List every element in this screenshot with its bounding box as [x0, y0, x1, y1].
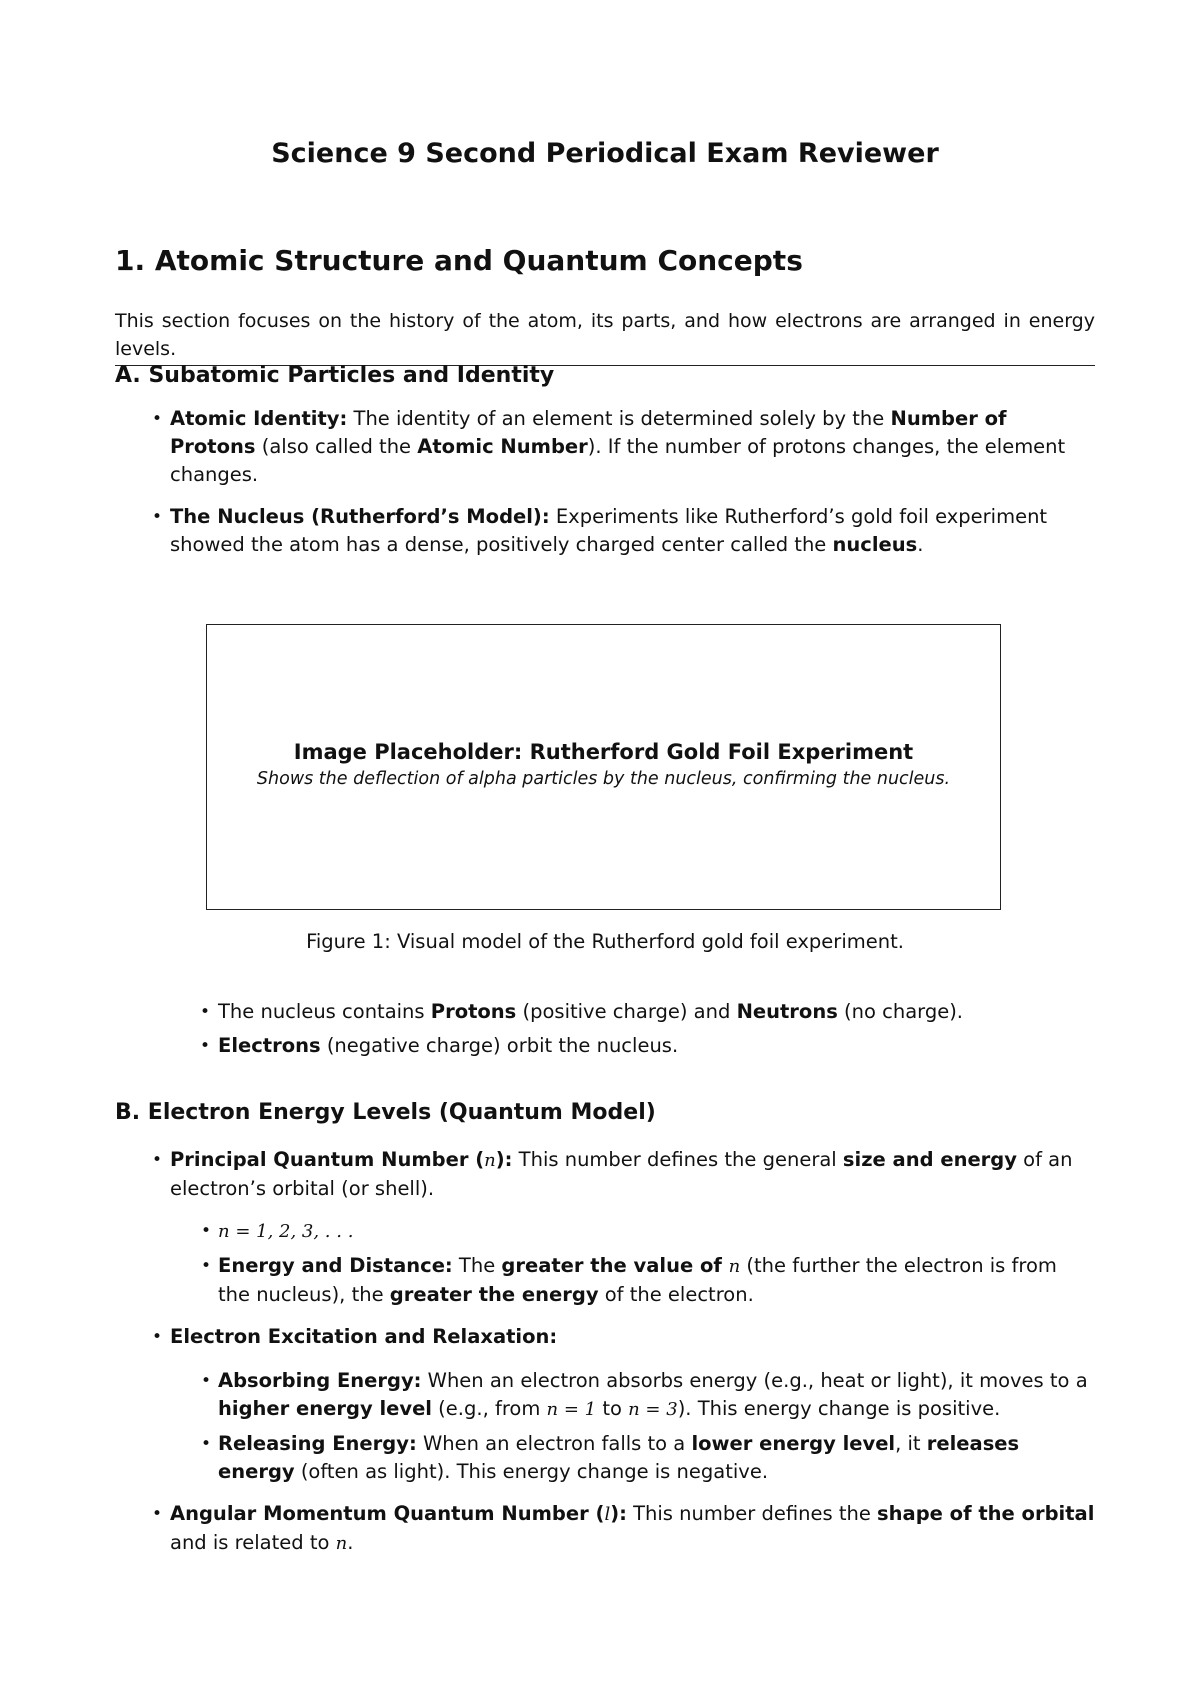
figure-placeholder-title: Image Placeholder: Rutherford Gold Foil Experiment	[293, 740, 914, 764]
subatomic-list	[115, 405, 1095, 559]
energy-levels-list	[115, 1146, 1095, 1558]
list-item-atomic-identity: • Atomic Identity: The identity of an element is determined solely by the Number of Protons (also called the Atomic Number). If the number of protons changes, the element changes.	[115, 405, 1095, 489]
sublist-item-absorbing-energy: • Absorbing Energy: When an electron absorbs energy (e.g., heat or light), it moves to a higher energy level (e.g., from n = 1 to n = 3). This energy change is positive.	[170, 1367, 1095, 1424]
list-item-excitation: • Electron Excitation and Relaxation: • Absorbing Energy: When an electron absorbs energy (e.g., heat or light), it moves to a higher energy level (e.g., from n = 1 to n = 3). This energy change is positive. • Releasing Energy: When an electron falls to a lower energy level, it releases energy (often as light). This energy change is negative.	[115, 1323, 1095, 1486]
figure-placeholder-description: Shows the deflection of alpha particles by the nucleus, confirming the nucleus.	[256, 769, 951, 789]
excitation-sublist	[170, 1367, 1095, 1486]
figure-placeholder	[206, 624, 1001, 910]
list-item-electrons: • Electrons (negative charge) orbit the nucleus.	[115, 1032, 1095, 1060]
sublist-item-n-values: • n = 1, 2, 3, . . .	[170, 1217, 1095, 1246]
pqn-sublist	[170, 1217, 1095, 1309]
list-item-angular-momentum: • Angular Momentum Quantum Number (l): This number defines the shape of the orbital and is related to n.	[115, 1500, 1095, 1558]
document-title: Science 9 Second Periodical Exam Reviewer	[271, 138, 939, 169]
sublist-item-energy-distance: • Energy and Distance: The greater the value of n (the further the electron is from the nucleus), the greater the energy of the electron.	[170, 1252, 1095, 1309]
sublist-item-releasing-energy: • Releasing Energy: When an electron falls to a lower energy level, it releases energy (often as light). This energy change is negative.	[170, 1430, 1095, 1486]
figure-caption: Figure 1: Visual model of the Rutherford gold foil experiment.	[306, 930, 904, 953]
section-heading-atomic-structure: 1. Atomic Structure and Quantum Concepts	[115, 244, 803, 277]
list-item-nucleus-contains: • The nucleus contains Protons (positive charge) and Neutrons (no charge).	[115, 998, 1095, 1026]
subsection-heading-subatomic: A. Subatomic Particles and Identity	[115, 363, 555, 388]
nucleus-list	[115, 998, 1095, 1060]
list-item-nucleus: • The Nucleus (Rutherford’s Model): Experiments like Rutherford’s gold foil experiment showed the atom has a dense, positively charged center called the nucleus.	[115, 503, 1095, 559]
list-item-principal-quantum-number: • Principal Quantum Number (n): This number defines the general size and energy of an electron’s orbital (or shell). • n = 1, 2, 3, . . . • Energy and Distance: The greater the value of n (the further the electron is from the nucleus), the greater the energy of the electron.	[115, 1146, 1095, 1309]
section-intro: This section focuses on the history of the atom, its parts, and how electrons are arranged in energy levels.	[115, 307, 1095, 366]
subsection-heading-energy-levels: B. Electron Energy Levels (Quantum Model)	[115, 1100, 656, 1125]
